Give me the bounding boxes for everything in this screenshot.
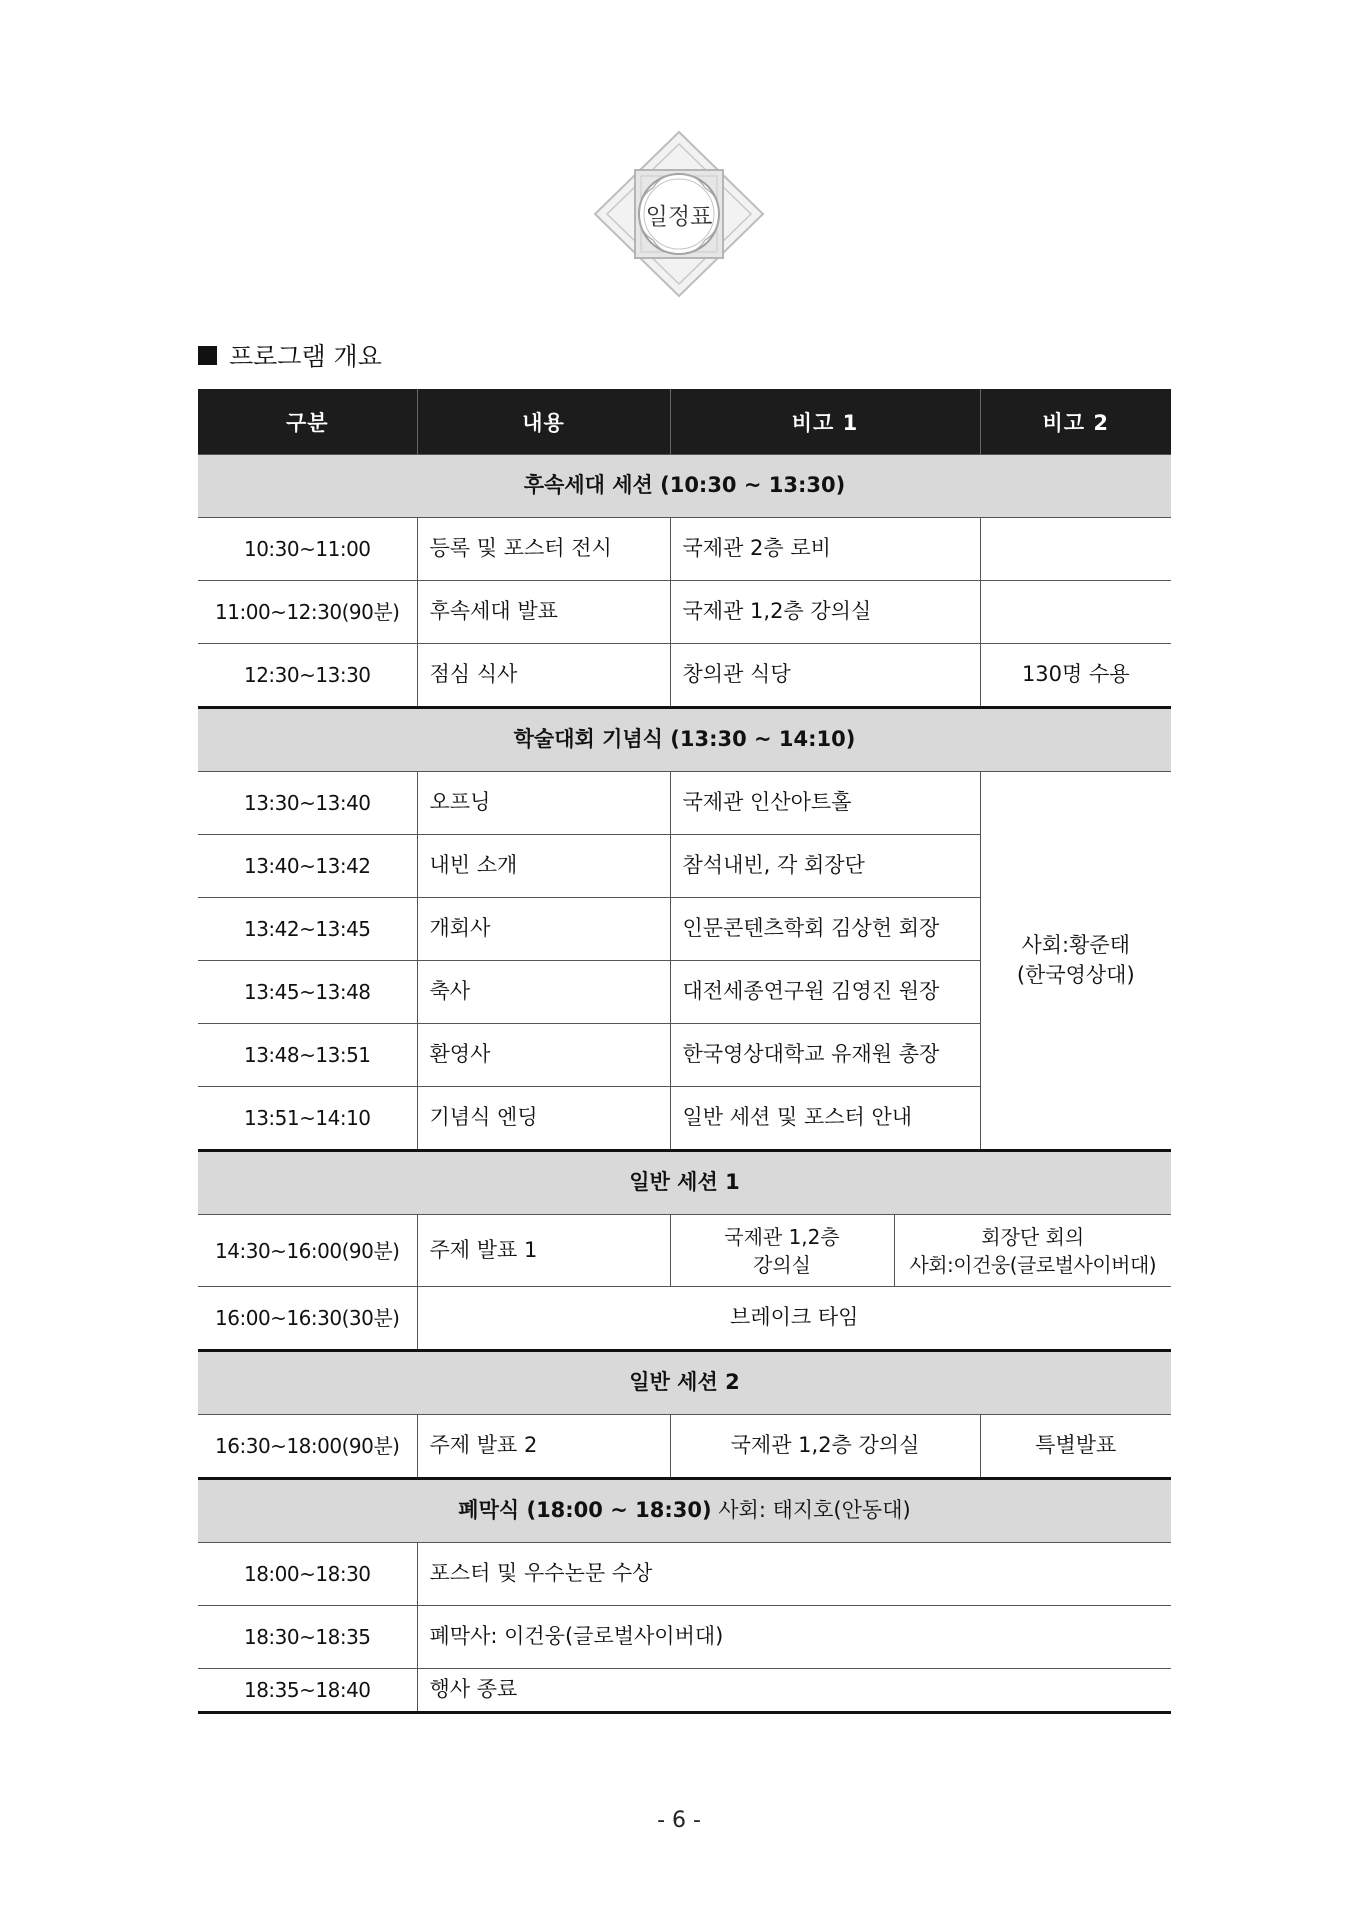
session-header bbox=[198, 1151, 1171, 1215]
page-number: - 6 - bbox=[657, 1808, 701, 1833]
content-cell: 점심 식사 bbox=[417, 644, 670, 708]
table-row bbox=[198, 1543, 1171, 1606]
time-cell: 13:51~14:10 bbox=[198, 1087, 417, 1151]
content-cell: 개회사 bbox=[417, 898, 670, 961]
note2-cell bbox=[980, 581, 1171, 644]
session-title bbox=[198, 1479, 1171, 1543]
table-row bbox=[198, 1215, 1171, 1287]
content-cell: 축사 bbox=[417, 961, 670, 1024]
square-bullet-icon bbox=[198, 346, 217, 365]
note1-cell: 한국영상대학교 유재원 총장 bbox=[670, 1024, 980, 1087]
session-title: 일반 세션 1 bbox=[198, 1151, 1171, 1215]
session-header bbox=[198, 708, 1171, 772]
time-cell: 16:00~16:30(30분) bbox=[198, 1287, 417, 1351]
time-cell: 13:48~13:51 bbox=[198, 1024, 417, 1087]
table-row bbox=[198, 644, 1171, 708]
content-cell: 폐막사: 이건웅(글로벌사이버대) bbox=[417, 1606, 1171, 1669]
note1-cell: 국제관 1,2층 강의실 bbox=[670, 581, 980, 644]
content-cell: 후속세대 발표 bbox=[417, 581, 670, 644]
table-row bbox=[198, 518, 1171, 581]
time-cell: 14:30~16:00(90분) bbox=[198, 1215, 417, 1287]
note1-cell: 인문콘텐츠학회 김상헌 회장 bbox=[670, 898, 980, 961]
session-header bbox=[198, 1479, 1171, 1543]
content-cell: 내빈 소개 bbox=[417, 835, 670, 898]
time-cell: 13:42~13:45 bbox=[198, 898, 417, 961]
time-cell: 13:40~13:42 bbox=[198, 835, 417, 898]
section-heading-text: 프로그램 개요 bbox=[229, 342, 382, 371]
table-row bbox=[198, 1606, 1171, 1669]
time-cell: 11:00~12:30(90분) bbox=[198, 581, 417, 644]
content-cell: 행사 종료 bbox=[417, 1669, 1171, 1713]
content-cell: 오프닝 bbox=[417, 772, 670, 835]
session-header bbox=[198, 1351, 1171, 1415]
header-note2: 비고 2 bbox=[980, 389, 1171, 455]
note1-cell: 국제관 2층 로비 bbox=[670, 518, 980, 581]
session-title-bold: 폐막식 (18:00 ~ 18:30) bbox=[458, 1498, 712, 1523]
note1-cell: 일반 세션 및 포스터 안내 bbox=[670, 1087, 980, 1151]
content-cell: 등록 및 포스터 전시 bbox=[417, 518, 670, 581]
time-cell: 10:30~11:00 bbox=[198, 518, 417, 581]
time-cell: 13:45~13:48 bbox=[198, 961, 417, 1024]
session-title: 일반 세션 2 bbox=[198, 1351, 1171, 1415]
header-content: 내용 bbox=[417, 389, 670, 455]
note1-cell: 창의관 식당 bbox=[670, 644, 980, 708]
table-row bbox=[198, 1287, 1171, 1351]
session-title: 후속세대 세션 (10:30 ~ 13:30) bbox=[198, 455, 1171, 518]
header-note1: 비고 1 bbox=[670, 389, 980, 455]
time-cell: 18:00~18:30 bbox=[198, 1543, 417, 1606]
note2-cell bbox=[980, 518, 1171, 581]
content-cell: 환영사 bbox=[417, 1024, 670, 1087]
table-row bbox=[198, 772, 1171, 835]
note1-cell: 대전세종연구원 김영진 원장 bbox=[670, 961, 980, 1024]
program-schedule-table bbox=[198, 389, 1171, 1714]
time-cell: 16:30~18:00(90분) bbox=[198, 1415, 417, 1479]
host-affiliation: (한국영상대) bbox=[1016, 962, 1135, 987]
note2-cell: 특별발표 bbox=[980, 1415, 1171, 1479]
content-cell: 브레이크 타임 bbox=[417, 1287, 1171, 1351]
note1-line: 강의실 bbox=[753, 1252, 811, 1277]
session-host: 사회: 태지호(안동대) bbox=[711, 1498, 911, 1523]
section-heading bbox=[198, 337, 382, 373]
table-row bbox=[198, 581, 1171, 644]
content-cell: 주제 발표 2 bbox=[417, 1415, 670, 1479]
note1-cell: 국제관 인산아트홀 bbox=[670, 772, 980, 835]
session-title: 학술대회 기념식 (13:30 ~ 14:10) bbox=[198, 708, 1171, 772]
note1-line: 국제관 1,2층 bbox=[724, 1224, 840, 1249]
note2-line: 회장단 회의 bbox=[981, 1224, 1085, 1249]
table-header-row bbox=[198, 389, 1171, 455]
emblem-title: 일정표 bbox=[645, 203, 713, 230]
time-cell: 18:35~18:40 bbox=[198, 1669, 417, 1713]
header-category: 구분 bbox=[198, 389, 417, 455]
schedule-emblem bbox=[593, 130, 765, 298]
content-cell: 기념식 엔딩 bbox=[417, 1087, 670, 1151]
content-cell: 포스터 및 우수논문 수상 bbox=[417, 1543, 1171, 1606]
note1-cell bbox=[670, 1215, 894, 1287]
note1-cell: 참석내빈, 각 회장단 bbox=[670, 835, 980, 898]
time-cell: 18:30~18:35 bbox=[198, 1606, 417, 1669]
note1-cell: 국제관 1,2층 강의실 bbox=[670, 1415, 980, 1479]
time-cell: 12:30~13:30 bbox=[198, 644, 417, 708]
note2-cell: 130명 수용 bbox=[980, 644, 1171, 708]
table-row bbox=[198, 1415, 1171, 1479]
session-header bbox=[198, 455, 1171, 518]
note2-line: 사회:이건웅(글로벌사이버대) bbox=[909, 1252, 1157, 1277]
note2-cell bbox=[894, 1215, 1171, 1287]
time-cell: 13:30~13:40 bbox=[198, 772, 417, 835]
host-name: 사회:황준태 bbox=[1021, 933, 1130, 958]
table-row bbox=[198, 1669, 1171, 1713]
content-cell: 주제 발표 1 bbox=[417, 1215, 670, 1287]
host-cell bbox=[980, 772, 1171, 1151]
